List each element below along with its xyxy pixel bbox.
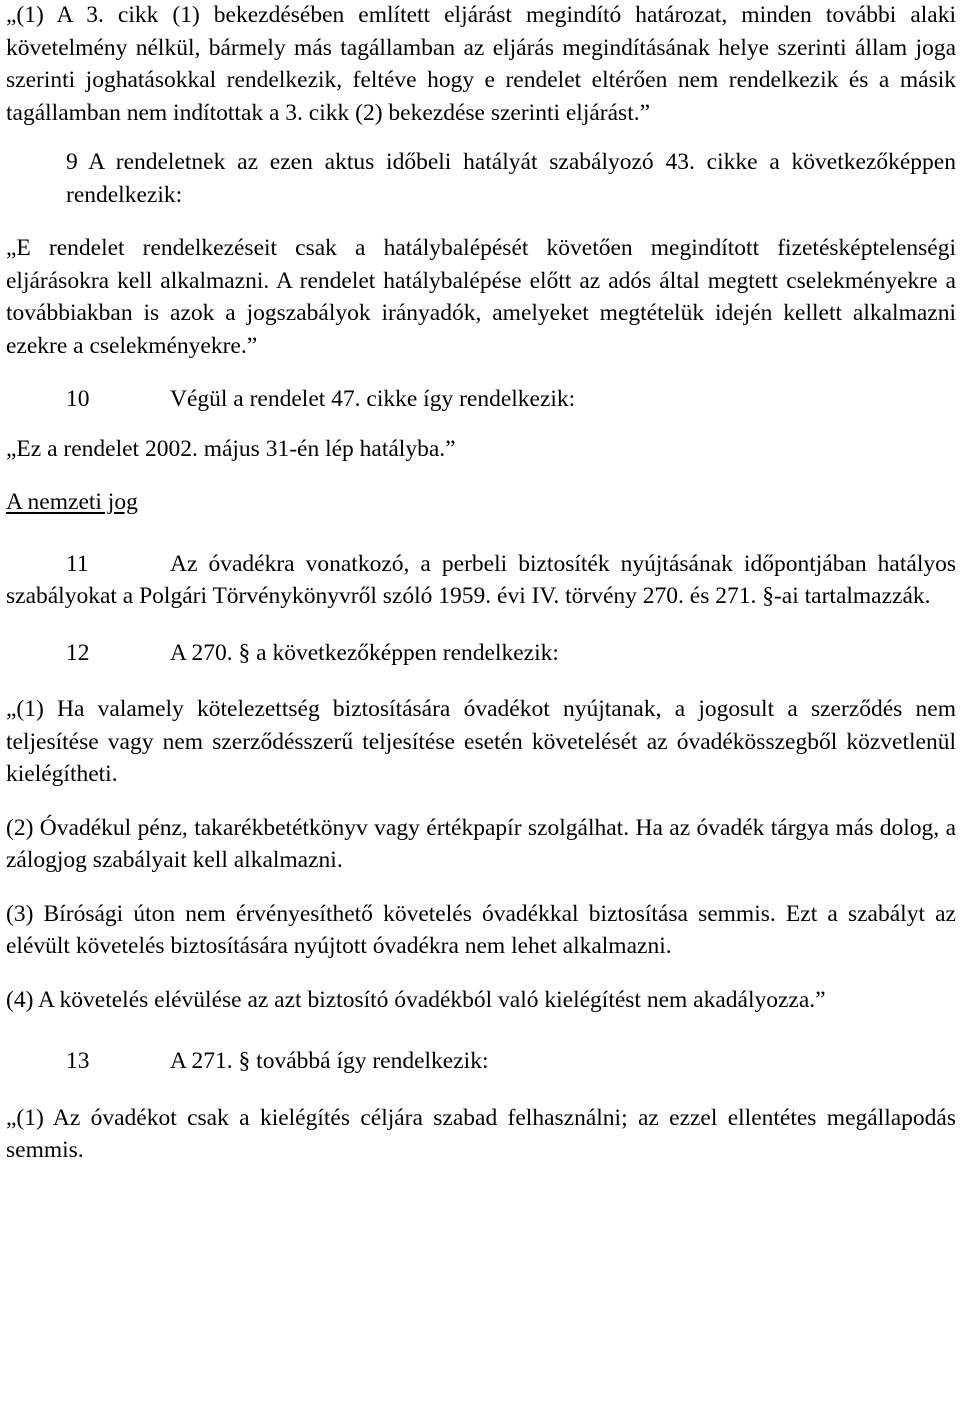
paragraph-12-number: 12 <box>66 639 90 666</box>
quote-paragraph-12-2: (2) Óvadékul pénz, takarékbetétkönyv vagy értékpapír szolgálhat. Ha az óvadék tárgya más dolog, a zálogjog szabályait kell alkalmazni. <box>6 814 956 873</box>
section-heading <box>6 486 956 519</box>
paragraph-10 <box>6 383 956 416</box>
paragraph-12-text: A 270. § a következőképpen rendelkezik: <box>170 639 559 666</box>
paragraph-9-text: A rendeletnek az ezen aktus időbeli hatályát szabályozó 43. cikke a következőképpen rendelkezik: <box>66 149 956 208</box>
paragraph-11-text: Az óvadékra vonatkozó, a perbeli biztosíték nyújtásának időpontjában hatályos szabályokat a Polgári Törvénykönyvről szóló 1959. évi IV. törvény 270. és 271. §-ai tartalmazzák. <box>6 550 956 609</box>
paragraph-9 <box>6 146 956 211</box>
paragraph-13 <box>6 1045 956 1078</box>
quote-paragraph-9: „E rendelet rendelkezéseit csak a hatálybalépését követően megindított fizetésképtelenségi eljárásokra kell alkalmazni. A rendelet hatálybalépése előtt az adós által megtett cselekményekre a továbbiakban is azok a jogszabályok irányadók, amelyeket megtételük idején kellett alkalmazni ezekre a cselekményekre.” <box>6 235 956 359</box>
quote-paragraph-12-3: (3) Bírósági úton nem érvényesíthető követelés óvadékkal biztosítása semmis. Ezt a szabályt az elévült követelés biztosítására nyújtott óvadékra nem lehet alkalmazni. <box>6 900 956 959</box>
document-page <box>6 0 956 1167</box>
paragraph-9-number: 9 <box>66 149 78 175</box>
paragraph-13-text: A 271. § továbbá így rendelkezik: <box>170 1048 489 1074</box>
paragraph-10-number: 10 <box>66 386 90 412</box>
section-heading-text: A nemzeti jog <box>6 489 138 515</box>
quote-paragraph-13-1: „(1) Az óvadékot csak a kielégítés céljára szabad felhasználni; az ezzel ellentétes megállapodás semmis. <box>6 1104 956 1163</box>
quote-paragraph-1: „(1) A 3. cikk (1) bekezdésében említett eljárást megindító határozat, minden további alaki követelmény nélkül, bármely más tagállamban az eljárás megindításának helye szerinti állam joga szerinti joghatásokkal rendelkezik, feltéve hogy e rendelet eltérően nem rendelkezik és a másik tagállamban nem indítottak a 3. cikk (2) bekezdése szerinti eljárást.” <box>6 2 956 126</box>
quote-paragraph-12-4: (4) A követelés elévülése az azt biztosító óvadékból való kielégítést nem akadályozza.” <box>6 986 826 1013</box>
paragraph-11 <box>6 548 956 613</box>
paragraph-12 <box>6 637 956 670</box>
paragraph-11-number: 11 <box>66 550 89 577</box>
quote-paragraph-12-1: „(1) Ha valamely kötelezettség biztosítására óvadékot nyújtanak, a jogosult a szerződés nem teljesítése vagy nem szerződésszerű teljesítése esetén követelését az óvadékösszegből közvetlenül kielégítheti. <box>6 696 956 787</box>
quote-paragraph-10: „Ez a rendelet 2002. május 31-én lép hatályba.” <box>6 435 456 462</box>
paragraph-13-number: 13 <box>66 1048 90 1074</box>
paragraph-10-text: Végül a rendelet 47. cikke így rendelkezik: <box>170 386 576 412</box>
